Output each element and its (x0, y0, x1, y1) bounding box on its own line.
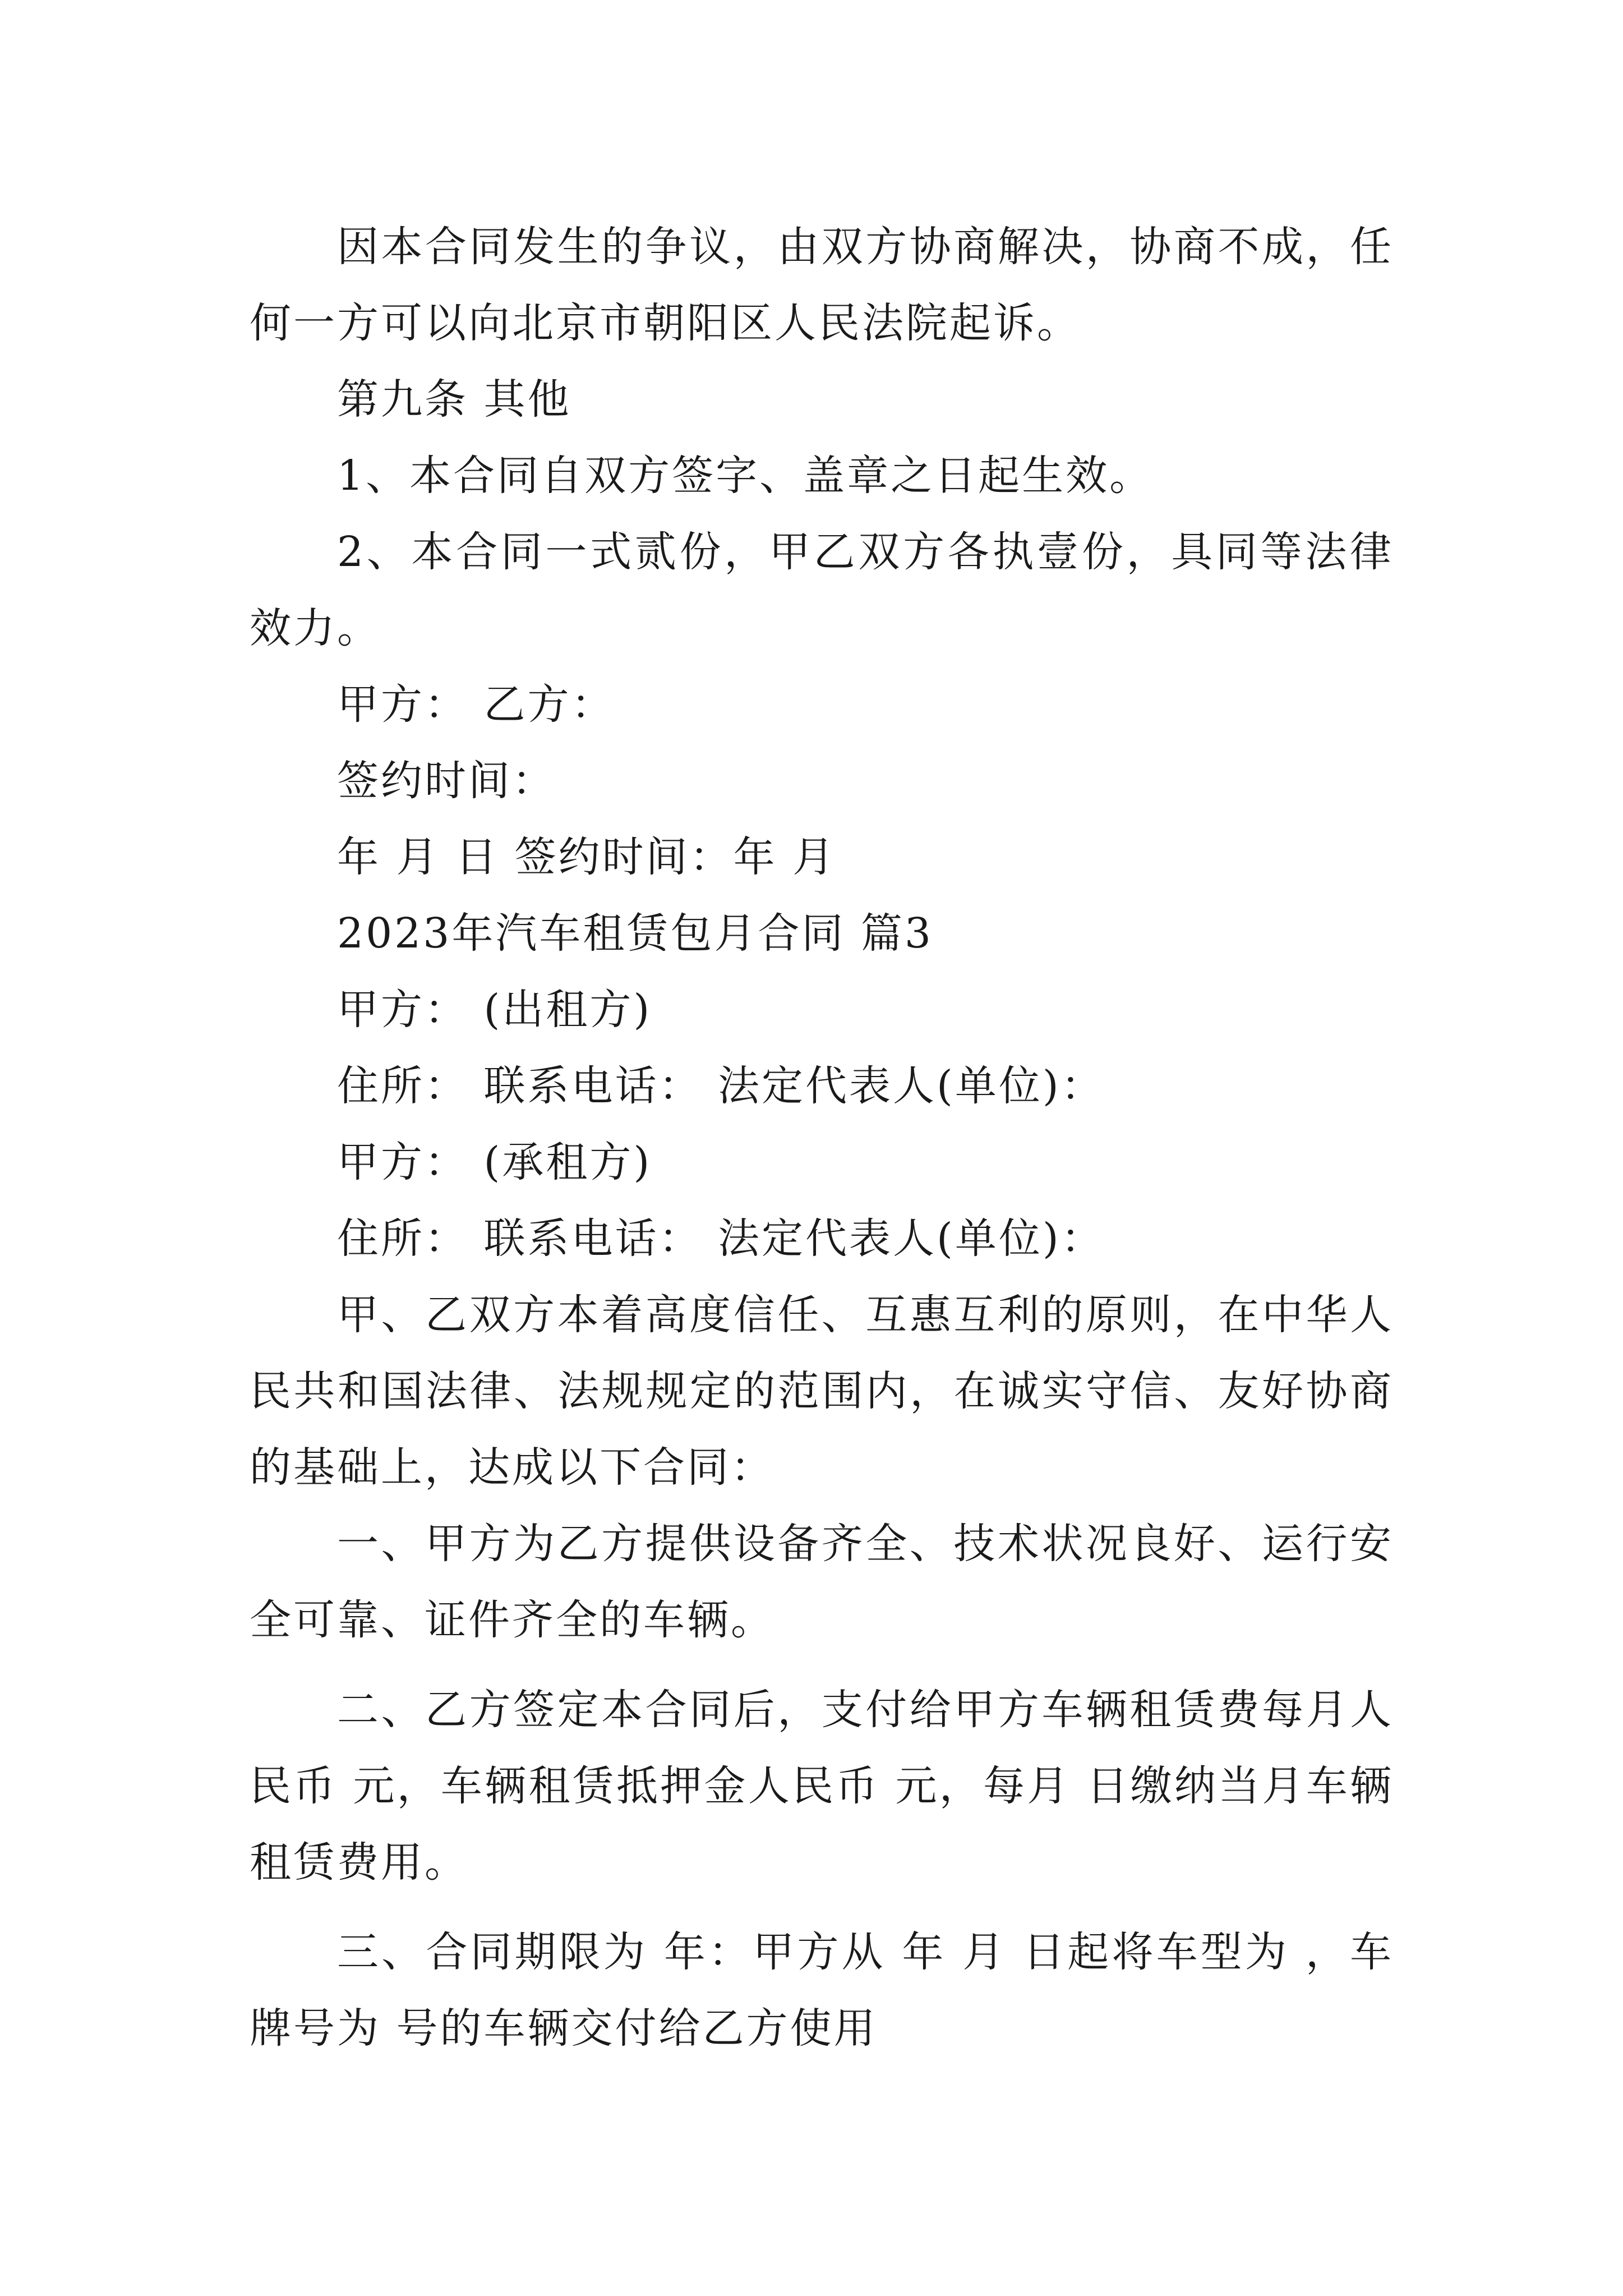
document-body (250, 209, 1394, 2067)
party-b-lessee-line: 甲方： (承租方) (337, 1138, 652, 1186)
party-a-lessor-line: 甲方： (出租方) (337, 986, 652, 1034)
paragraph-preamble: 甲、乙双方本着高度信任、互惠互利的原则，在中华人民共和国法律、法规规定的范围内，在诚实守信、友好协商的基础上，达成以下合同： (250, 1291, 1394, 1492)
clause-three: 三、合同期限为 年：甲方从 年 月 日起将车型为 ，车牌号为 号的车辆交付给乙方使用 (250, 1928, 1394, 2053)
party-b-contact-line: 住所： 联系电话： 法定代表人(单位)： (337, 1214, 1105, 1263)
signing-date-line: 年 月 日 签约时间：年 月 (337, 833, 837, 881)
signing-time-line: 签约时间： (337, 757, 556, 805)
clause-two: 二、乙方签定本合同后，支付给甲方车辆租赁费每月人民币 元，车辆租赁抵押金人民币 元，每月 日缴纳当月车辆租赁费用。 (250, 1686, 1394, 1887)
contract-title: 2023年汽车租赁包月合同 篇3 (337, 909, 933, 958)
clause-one: 一、甲方为乙方提供设备齐全、技术状况良好、运行安全可靠、证件齐全的车辆。 (250, 1520, 1394, 1644)
signature-parties-line: 甲方： 乙方： (337, 680, 615, 729)
paragraph-copies-clause: 2、本合同一式贰份，甲乙双方各执壹份，具同等法律效力。 (250, 528, 1394, 652)
paragraph-dispute-resolution: 因本合同发生的争议，由双方协商解决，协商不成，任何一方可以向北京市朝阳区人民法院起诉。 (250, 223, 1394, 347)
party-a-contact-line: 住所： 联系电话： 法定代表人(单位)： (337, 1062, 1105, 1110)
article-nine-heading: 第九条 其他 (337, 375, 571, 424)
paragraph-effective-clause: 1、本合同自双方签字、盖章之日起生效。 (337, 452, 1154, 500)
